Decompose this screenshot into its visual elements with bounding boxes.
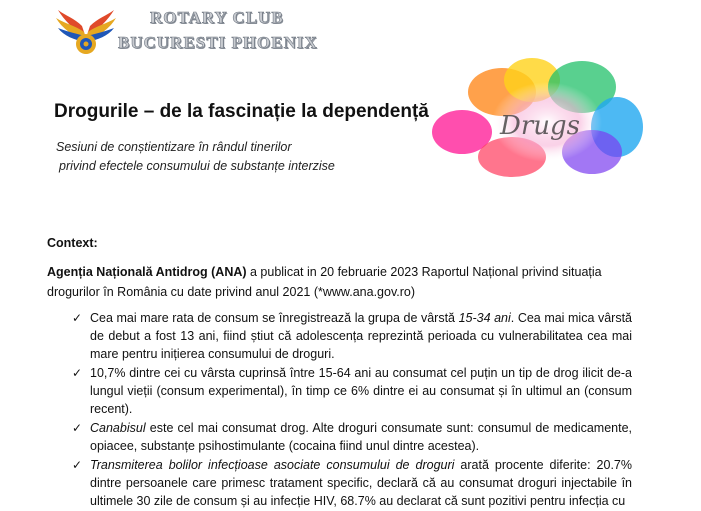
subtitle-line2: privind efectele consumului de substanțe interzise — [59, 159, 335, 173]
splash-script-text: Drugs — [499, 111, 581, 141]
club-name-line1: ROTARY CLUB — [150, 8, 284, 27]
color-splash-image — [432, 52, 644, 182]
intro-text: a publicat in 20 februarie 2023 Raportul Național privind situația drogurilor în România cu date privind anul 2021 (*www.ana.gov.ro) — [47, 265, 602, 299]
agency-name: Agenția Națională Antidrog (ANA) — [47, 265, 247, 279]
list-item: ✓ Transmiterea bolilor infecțioase asociate consumului de droguri arată procente diferite: 20.7% dintre persoanele care primesc tratament specific, declară că au consumat droguri injectabile în ultimele 30 zile de consum și au infecție HIV, 68.7% au declarat că sunt pozitivi pentru infecția cu — [72, 458, 632, 508]
subtitle-line1: Sesiuni de conștientizare în rândul tinerilor — [56, 140, 292, 154]
rotary-phoenix-logo — [56, 8, 116, 58]
context-bullet-list — [72, 309, 632, 511]
checkmark-icon: ✓ — [72, 311, 83, 325]
club-name-line2: BUCURESTI PHOENIX — [118, 33, 318, 52]
checkmark-icon: ✓ — [72, 458, 83, 472]
list-item: ✓ Cea mai mare rata de consum se înregistrează la grupa de vârstă 15-34 ani. Cea mai mica vârstă de debut a fost 13 ani, fiind știut că adolescența reprezintă perioada cu vulnerabilitatea cea mai mare pentru inițierea consumului de droguri. — [72, 311, 633, 361]
document-title: Drogurile – de la fascinație la dependență — [54, 101, 429, 122]
list-item: ✓ 10,7% dintre cei cu vârsta cuprinsă între 15-64 ani au consumat cel puțin un tip de drog ilicit de-a lungul vieții (consum experimental), în timp ce 6% dintre ei au consumat și în ultimul an (consum recent). — [72, 366, 632, 416]
intro-paragraph — [47, 262, 632, 302]
checkmark-icon: ✓ — [72, 366, 83, 380]
context-heading: Context: — [47, 236, 98, 250]
checkmark-icon: ✓ — [72, 421, 83, 435]
list-item: ✓ Canabisul este cel mai consumat drog. Alte droguri consumate sunt: consumul de medicamente, opiacee, substanțe psihostimulante (cocaina fiind unul dintre acestea). — [72, 421, 632, 453]
